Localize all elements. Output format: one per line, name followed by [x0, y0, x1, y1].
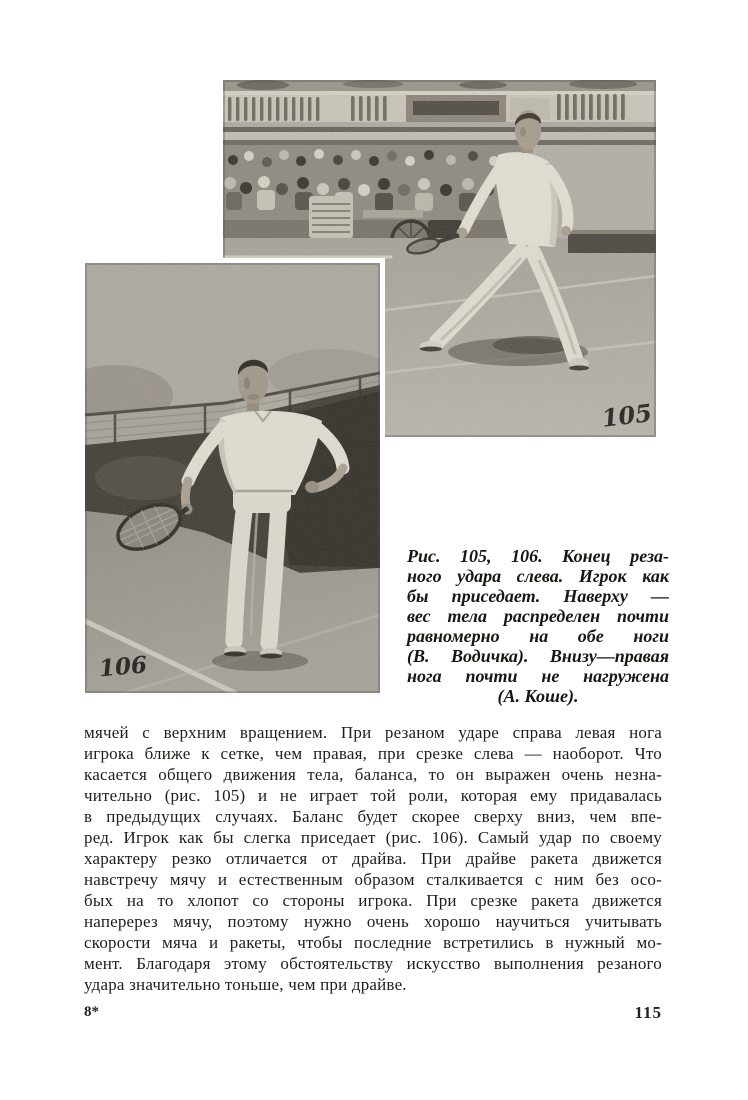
body-line: наперерез мячу, поэтому нужно очень хорошо научиться учитывать — [84, 912, 662, 931]
caption-line: вес тела распределен почти — [407, 606, 669, 626]
caption-line: нога почти не нагружена — [407, 666, 669, 686]
body-text — [84, 722, 662, 995]
figure-106-canvas — [85, 263, 380, 693]
figure-caption — [407, 546, 669, 706]
body-line: скорости мяча и ракеты, чтобы последние встретились в нужный мо- — [84, 933, 662, 952]
body-line: мент. Благодаря этому обстоятельству искусство выполнения резаного — [84, 954, 662, 973]
body-line: ред. Игрок как бы слегка приседает (рис. 106). Самый удар по своему — [84, 828, 662, 847]
caption-line: (В. Водичка). Внизу—правая — [407, 646, 669, 666]
caption-line: бы приседает. Наверху — — [407, 586, 669, 606]
body-line: удара значительно тоньше, чем при драйве. — [84, 975, 407, 994]
body-line: бых на то хлопот со стороны игрока. При срезке ракета движется — [84, 891, 662, 910]
caption-line: ного удара слева. Игрок как — [407, 566, 669, 586]
figure-label-106: 106 — [97, 651, 149, 683]
body-line: характеру резко отличается от драйва. При драйве ракета движется — [84, 849, 662, 868]
body-line: чительно (рис. 105) и не играет той роли, которая ему придавалась — [84, 786, 662, 805]
body-line: в предыдущих случаях. Баланс будет скорее сверху вниз, чем впе- — [84, 807, 662, 826]
signature-mark: 8* — [84, 1004, 99, 1020]
figure-106-photo — [80, 258, 385, 698]
body-line: игрока ближе к сетке, чем правая, при срезке слева — наоборот. Что — [84, 744, 662, 763]
photo-grain-light — [85, 263, 380, 693]
body-line: навстречу мячу и естественным образом сталкивается с ним без осо- — [84, 870, 662, 889]
caption-line: равномерно на обе ноги — [407, 626, 669, 646]
body-line: касается общего движения тела, баланса, то он выражен очень незна- — [84, 765, 662, 784]
caption-line: Рис. 105, 106. Конец реза- — [407, 546, 669, 566]
caption-line: (А. Коше). — [497, 686, 579, 706]
body-line: мячей с верхним вращением. При резаном ударе справа левая нога — [84, 723, 662, 742]
page-number: 115 — [634, 1003, 662, 1022]
figure-label-105: 105 — [600, 397, 654, 433]
